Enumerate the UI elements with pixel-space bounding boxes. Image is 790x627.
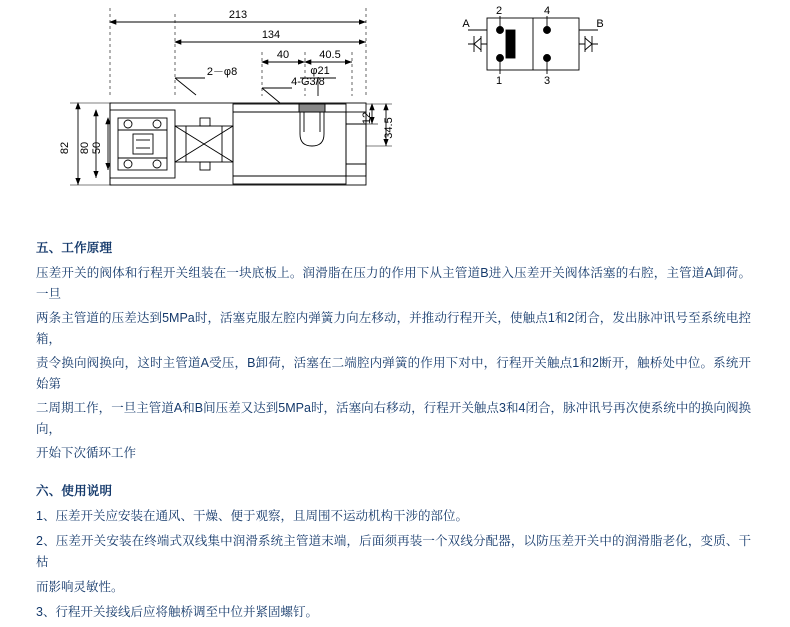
document-body bbox=[36, 238, 751, 627]
technical-drawing bbox=[0, 0, 790, 225]
dim-2-phi8: 2－φ8 bbox=[206, 66, 238, 78]
dim-80: 80 bbox=[79, 141, 91, 155]
paragraph-line: 责令换向阀换向，这时主管道A受压，B卸荷，活塞在二端腔内弹簧的作用下对中，行程开关触点1和2断开，触桥处中位。系统开始第 bbox=[36, 356, 751, 391]
section-heading-usage-instructions: 六、使用说明 bbox=[36, 484, 113, 498]
dim-12: 12 bbox=[361, 111, 373, 125]
dim-40: 40 bbox=[276, 49, 290, 61]
dim-4-g38: 4-G3/8 bbox=[291, 76, 325, 88]
paragraph-line: 压差开关的阀体和行程开关组装在一块底板上。润滑脂在压力的作用下从主管道B进入压差开关阀体活塞的右腔，主管道A卸荷。一旦 bbox=[36, 266, 751, 301]
dim-213: 213 bbox=[228, 9, 248, 21]
section-heading-working-principle: 五、工作原理 bbox=[36, 241, 113, 255]
section-spacer bbox=[36, 467, 751, 481]
symbol-num-2: 2 bbox=[495, 5, 503, 17]
symbol-port-B: B bbox=[596, 18, 604, 30]
dim-50: 50 bbox=[91, 141, 103, 155]
list-item: 1、压差开关应安装在通风、干燥、便于观察，且周围不运动机构干涉的部位。 bbox=[36, 509, 468, 523]
dim-82: 82 bbox=[59, 141, 71, 155]
symbol-port-A: A bbox=[462, 18, 470, 30]
dim-34-5: 34.5 bbox=[383, 117, 395, 139]
symbol-num-3: 3 bbox=[543, 75, 551, 87]
dim-40-5: 40.5 bbox=[319, 49, 341, 61]
list-item: 3、行程开关接线后应将触桥调至中位并紧固螺钉。 bbox=[36, 605, 318, 619]
paragraph-line: 两条主管道的压差达到5MPa时，活塞克服左腔内弹簧力向左移动，并推动行程开关，使触点1和2闭合，发出脉冲讯号至系统电控箱， bbox=[36, 311, 751, 346]
paragraph-line: 二周期工作，一旦主管道A和B间压差又达到5MPa时，活塞向右移动，行程开关触点3和4闭合，脉冲讯号再次使系统中的换向阀换向， bbox=[36, 401, 751, 436]
dim-134: 134 bbox=[261, 29, 281, 41]
symbol-num-1: 1 bbox=[495, 75, 503, 87]
list-item: 而影响灵敏性。 bbox=[36, 580, 124, 594]
symbol-num-4: 4 bbox=[543, 5, 551, 17]
paragraph-line: 开始下次循环工作 bbox=[36, 446, 137, 460]
list-item: 2、压差开关安装在终端式双线集中润滑系统主管道末端，后面须再装一个双线分配器，以防压差开关中的润滑脂老化，变质、干枯 bbox=[36, 534, 751, 569]
dim-phi21: φ21 bbox=[310, 65, 330, 77]
